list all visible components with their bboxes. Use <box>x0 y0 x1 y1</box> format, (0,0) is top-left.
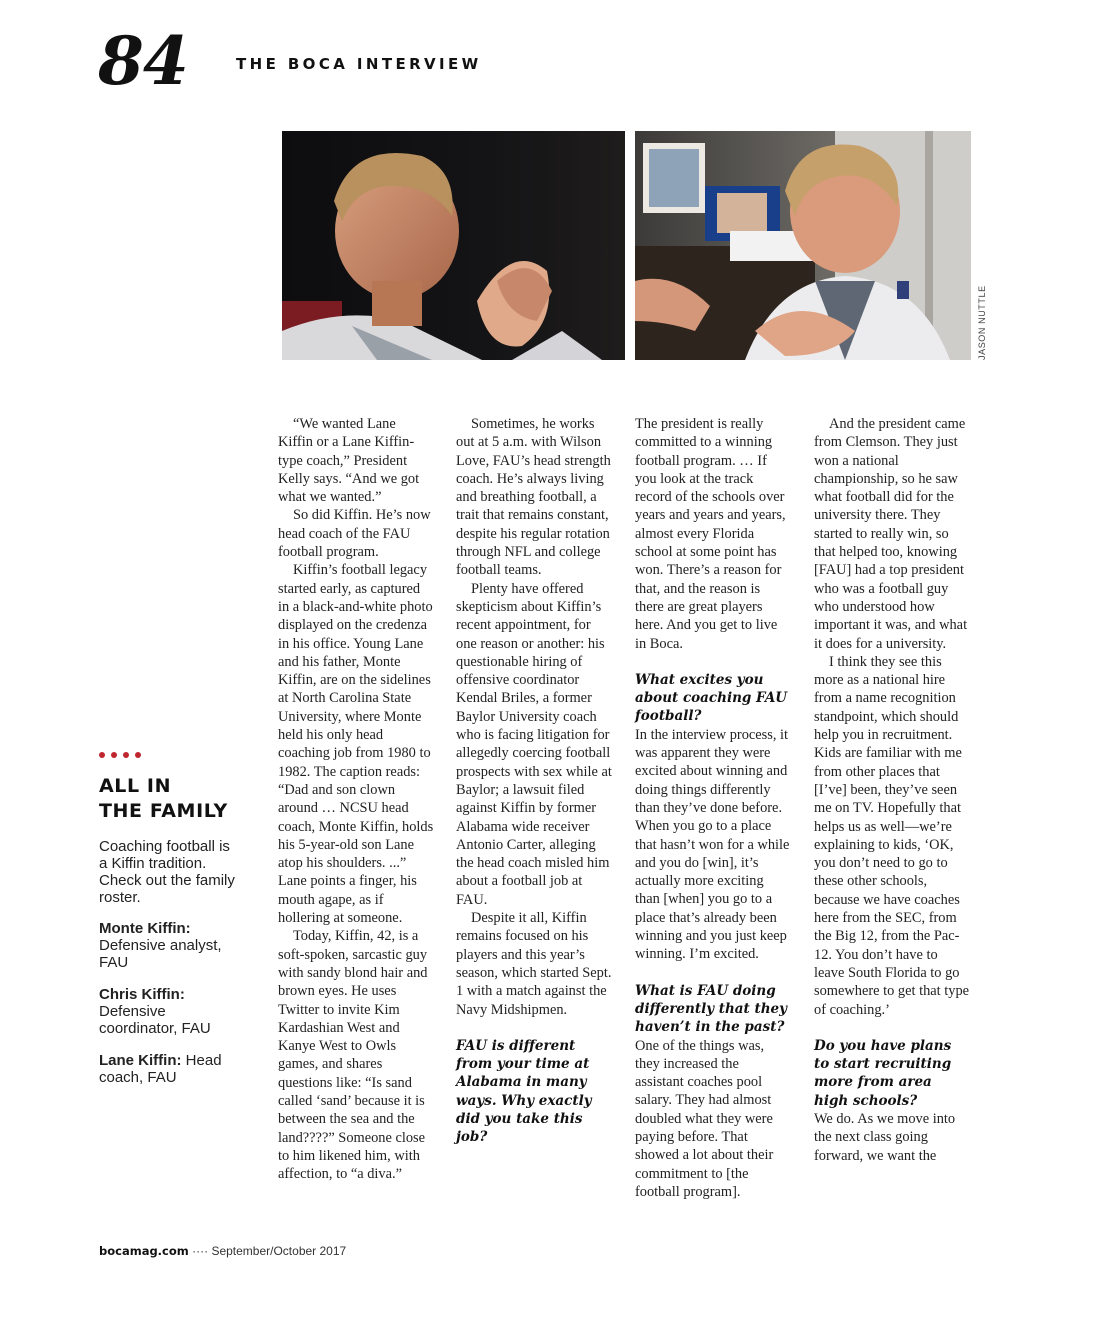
interview-answer: One of the things was, they increased the assistant coaches pool salary. They had almost doubled what they were paying before. That showed a lot about their commitment to [the football program]. <box>635 1037 774 1200</box>
entry-role: Defensive analyst, FAU <box>99 937 222 971</box>
entry-role: Defensive coordinator, FAU <box>99 1003 211 1037</box>
sidebar-entry-chris <box>99 986 239 1037</box>
paragraph: I think they see this more as a national hire from a name recognition standpoint, which should help you in recruitment. Kids are familiar with me from other places that [I’ve] been, they’ve seen me on TV. Hopefully that helps us as well—we’re explaining to kids, ‘OK, you don’t need to go to these other schools, because we have coaches here from the SEC, from the Big 12, from the Pac-12. You don’t have to leave South Florida to go somewhere to get that type of coaching.’ <box>814 653 970 1018</box>
paragraph: And the president came from Clemson. They just won a national championship, so he saw what football did for the university there. They started to really win, so that helped too, knowing [FAU] had a top president who was a football guy who understood how important it was, and what it does for a university. <box>814 416 968 652</box>
decorative-dots <box>99 752 239 758</box>
interview-question: What excites you about coaching FAU football? <box>635 671 788 725</box>
footer-site-link[interactable]: bocamag.com <box>99 1244 189 1258</box>
photo-credit: JASON NUTTLE <box>977 285 987 360</box>
sidebar-intro: Coaching football is a Kiffin tradition. Check out the family roster. <box>99 838 235 906</box>
footer-issue: September/October 2017 <box>211 1244 347 1258</box>
interview-question: Do you have plans to start recruiting more from area high schools? <box>814 1037 952 1109</box>
photo-kiffin-profile <box>282 131 625 360</box>
sidebar-entry-monte <box>99 920 239 971</box>
interview-question: FAU is different from your time at Alabama in many ways. Why exactly did you take this job? <box>456 1037 592 1146</box>
paragraph: So did Kiffin. He’s now head coach of the FAU football program. <box>278 507 431 561</box>
entry-name: Monte Kiffin: <box>99 920 191 937</box>
sidebar-title-line2: THE FAMILY <box>99 800 228 822</box>
interview-answer: We do. As we move into the next class going forward, we want the <box>814 1110 956 1164</box>
interview-answer: In the interview process, it was apparent they were excited about winning and doing things differently than they’ve done before. When you go to a place that hasn’t won for a while and you do [win], it’s actually more exciting than [when] you go to a place that’s already been winning and you just keep winning. I’m excited. <box>635 726 790 963</box>
entry-name: Lane Kiffin: <box>99 1052 182 1069</box>
article-column-3 <box>635 415 791 1201</box>
dot <box>99 752 105 758</box>
footer-separator: ···· <box>192 1244 209 1258</box>
paragraph: Despite it all, Kiffin remains focused on his players and this year’s season, which started Sept. 1 with a match against the Navy Midshipmen. <box>456 910 612 1018</box>
paragraph: Sometimes, he works out at 5 a.m. with Wilson Love, FAU’s head strength coach. He’s always living and breathing football, a trait that remains constant, despite his regular rotation through NFL and college football teams. <box>456 416 611 579</box>
sidebar-entry-lane <box>99 1052 239 1086</box>
article-column-1 <box>278 415 434 1183</box>
photo-kiffin-desk <box>635 131 971 360</box>
article-column-2 <box>456 415 612 1147</box>
dot <box>123 752 129 758</box>
paragraph: Today, Kiffin, 42, is a soft-spoken, sarcastic guy with sandy blond hair and brown eyes. He uses Twitter to invite Kim Kardashian West and Kanye West to Owls games, and shares questions like: “Is sand called ‘sand’ because it is between the sea and the land????” Someone close to him likened him, with affection, to “a diva.” <box>278 928 428 1183</box>
article-column-4 <box>814 415 970 1165</box>
paragraph: The president is really committed to a winning football program. … If you look at the track record of the schools over years and years and years, almost every Florida school at some point has won. There’s a reason for that, and the reason is there are great players here. And you get to live in Boca. <box>635 416 786 652</box>
interview-question: What is FAU doing differently that they haven’t in the past? <box>635 982 787 1036</box>
entry-name: Chris Kiffin: <box>99 986 185 1003</box>
sidebar-title <box>99 774 239 824</box>
paragraph: Kiffin’s football legacy started early, as captured in a black-and-white photo displayed on the credenza in his office. Young Lane and his father, Monte Kiffin, are on the sidelines at North Carolina State University, where Monte held his only head coaching job from 1980 to 1982. The caption reads: “Dad and son clown around … NCSU head coach, Monte Kiffin, holds his 5-year-old son Lane atop his shoulders. ...” Lane points a finger, his mouth agape, as if hollering at someone. <box>278 562 434 927</box>
page-number: 84 <box>98 22 188 100</box>
paragraph: Plenty have offered skepticism about Kiffin’s recent appointment, for one reason or another: his questionable hiring of offensive coordinator Kendal Briles, a former Baylor University coach who is facing litigation for allegedly coercing football prospects with sex while at Baylor; a lawsuit filed against Kiffin by former Alabama wide receiver Antonio Carter, alleging the head coach misled him about a football job at FAU. <box>456 580 612 908</box>
footer <box>99 1244 346 1258</box>
dot <box>111 752 117 758</box>
paragraph: “We wanted Lane Kiffin or a Lane Kiffin-type coach,” President Kelly says. “And we got what we wanted.” <box>278 416 420 506</box>
dot <box>135 752 141 758</box>
sidebar-title-line1: ALL IN <box>99 775 172 797</box>
entry-role: Head coach, FAU <box>99 1052 222 1086</box>
sidebar-family <box>99 752 239 1101</box>
section-title: THE BOCA INTERVIEW <box>236 55 482 73</box>
